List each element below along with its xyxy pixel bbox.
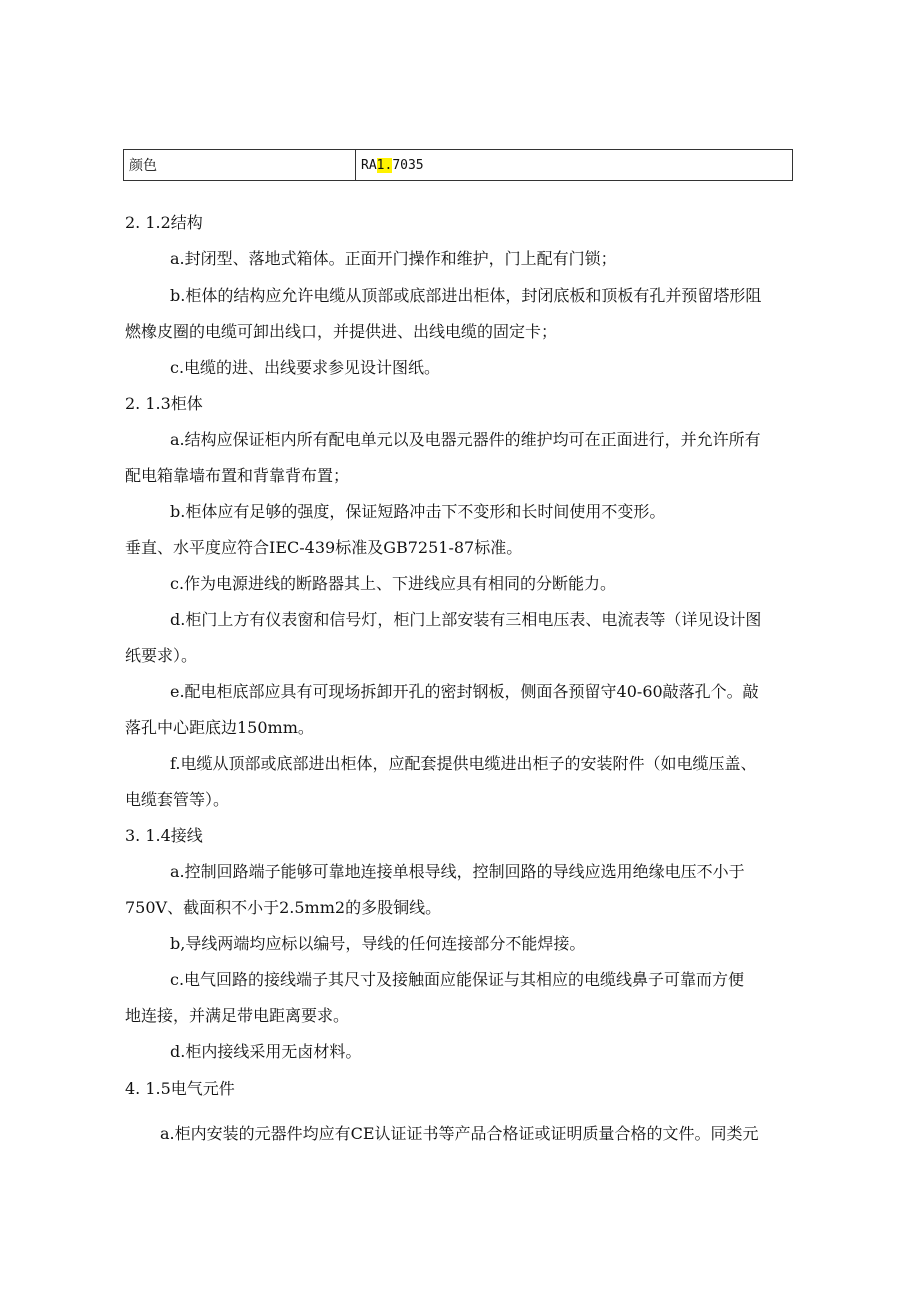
section-heading-cabinet: 2. 1.3柜体: [125, 394, 203, 413]
paragraph-line: 750V、截面积不小于2.5mm2的多股铜线。: [125, 898, 442, 917]
paragraph-line: a.封闭型、落地式箱体。正面开门操作和维护，门上配有门锁；: [170, 249, 617, 268]
paragraph-line: c.作为电源进线的断路器其上、下进线应具有相同的分断能力。: [170, 574, 617, 593]
spec-table: [123, 149, 793, 181]
section-heading-wiring: 3. 1.4接线: [125, 826, 203, 845]
paragraph-line: a.柜内安装的元器件均应有CE认证证书等产品合格证或证明质量合格的文件。同类元: [160, 1124, 759, 1143]
paragraph-line: b.柜体的结构应允许电缆从顶部或底部进出柜体，封闭底板和顶板有孔并预留塔形阻: [170, 286, 762, 305]
paragraph-line: 落孔中心距底边150mm。: [125, 718, 314, 737]
paragraph-line: a.控制回路端子能够可靠地连接单根导线，控制回路的导线应选用绝缘电压不小于: [170, 862, 745, 881]
table-label-cell: 颜色: [124, 150, 356, 180]
table-value-cell: [356, 150, 792, 180]
paragraph-line: d.柜内接线采用无卤材料。: [170, 1042, 362, 1061]
section-heading-structure: 2. 1.2结构: [125, 213, 203, 232]
paragraph-line: 燃橡皮圈的电缆可卸出线口，并提供进、出线电缆的固定卡；: [125, 322, 558, 341]
paragraph-line: f.电缆从顶部或底部进出柜体，应配套提供电缆进出柜子的安装附件（如电缆压盖、: [170, 754, 757, 773]
value-suffix: 7035: [392, 157, 424, 173]
section-heading-electrical-components: 4. 1.5电气元件: [125, 1079, 235, 1098]
highlighted-text: 1.: [376, 157, 393, 173]
paragraph-line: 配电箱靠墙布置和背靠背布置；: [125, 466, 350, 485]
paragraph-line: 垂直、水平度应符合IEC-439标准及GB7251-87标准。: [125, 538, 523, 557]
paragraph-line: a.结构应保证柜内所有配电单元以及电器元器件的维护均可在正面进行，并允许所有: [170, 430, 761, 449]
value-prefix: RA: [361, 157, 377, 173]
paragraph-line: d.柜门上方有仪表窗和信号灯，柜门上部安装有三相电压表、电流表等（详见设计图: [170, 610, 762, 629]
paragraph-line: 电缆套管等）。: [125, 790, 230, 809]
paragraph-line: 纸要求）。: [125, 646, 198, 665]
paragraph-line: e.配电柜底部应具有可现场拆卸开孔的密封钢板，侧面各预留守40-60敲落孔个。敲: [170, 682, 759, 701]
paragraph-line: c.电气回路的接线端子其尺寸及接触面应能保证与其相应的电缆线鼻子可靠而方便: [170, 970, 745, 989]
paragraph-line: b.柜体应有足够的强度，保证短路冲击下不变形和长时间使用不变形。: [170, 502, 666, 521]
paragraph-line: c.电缆的进、出线要求参见设计图纸。: [170, 358, 441, 377]
paragraph-line: 地连接，并满足带电距离要求。: [125, 1006, 350, 1025]
paragraph-line: b,导线两端均应标以编号，导线的任何连接部分不能焊接。: [170, 934, 586, 953]
